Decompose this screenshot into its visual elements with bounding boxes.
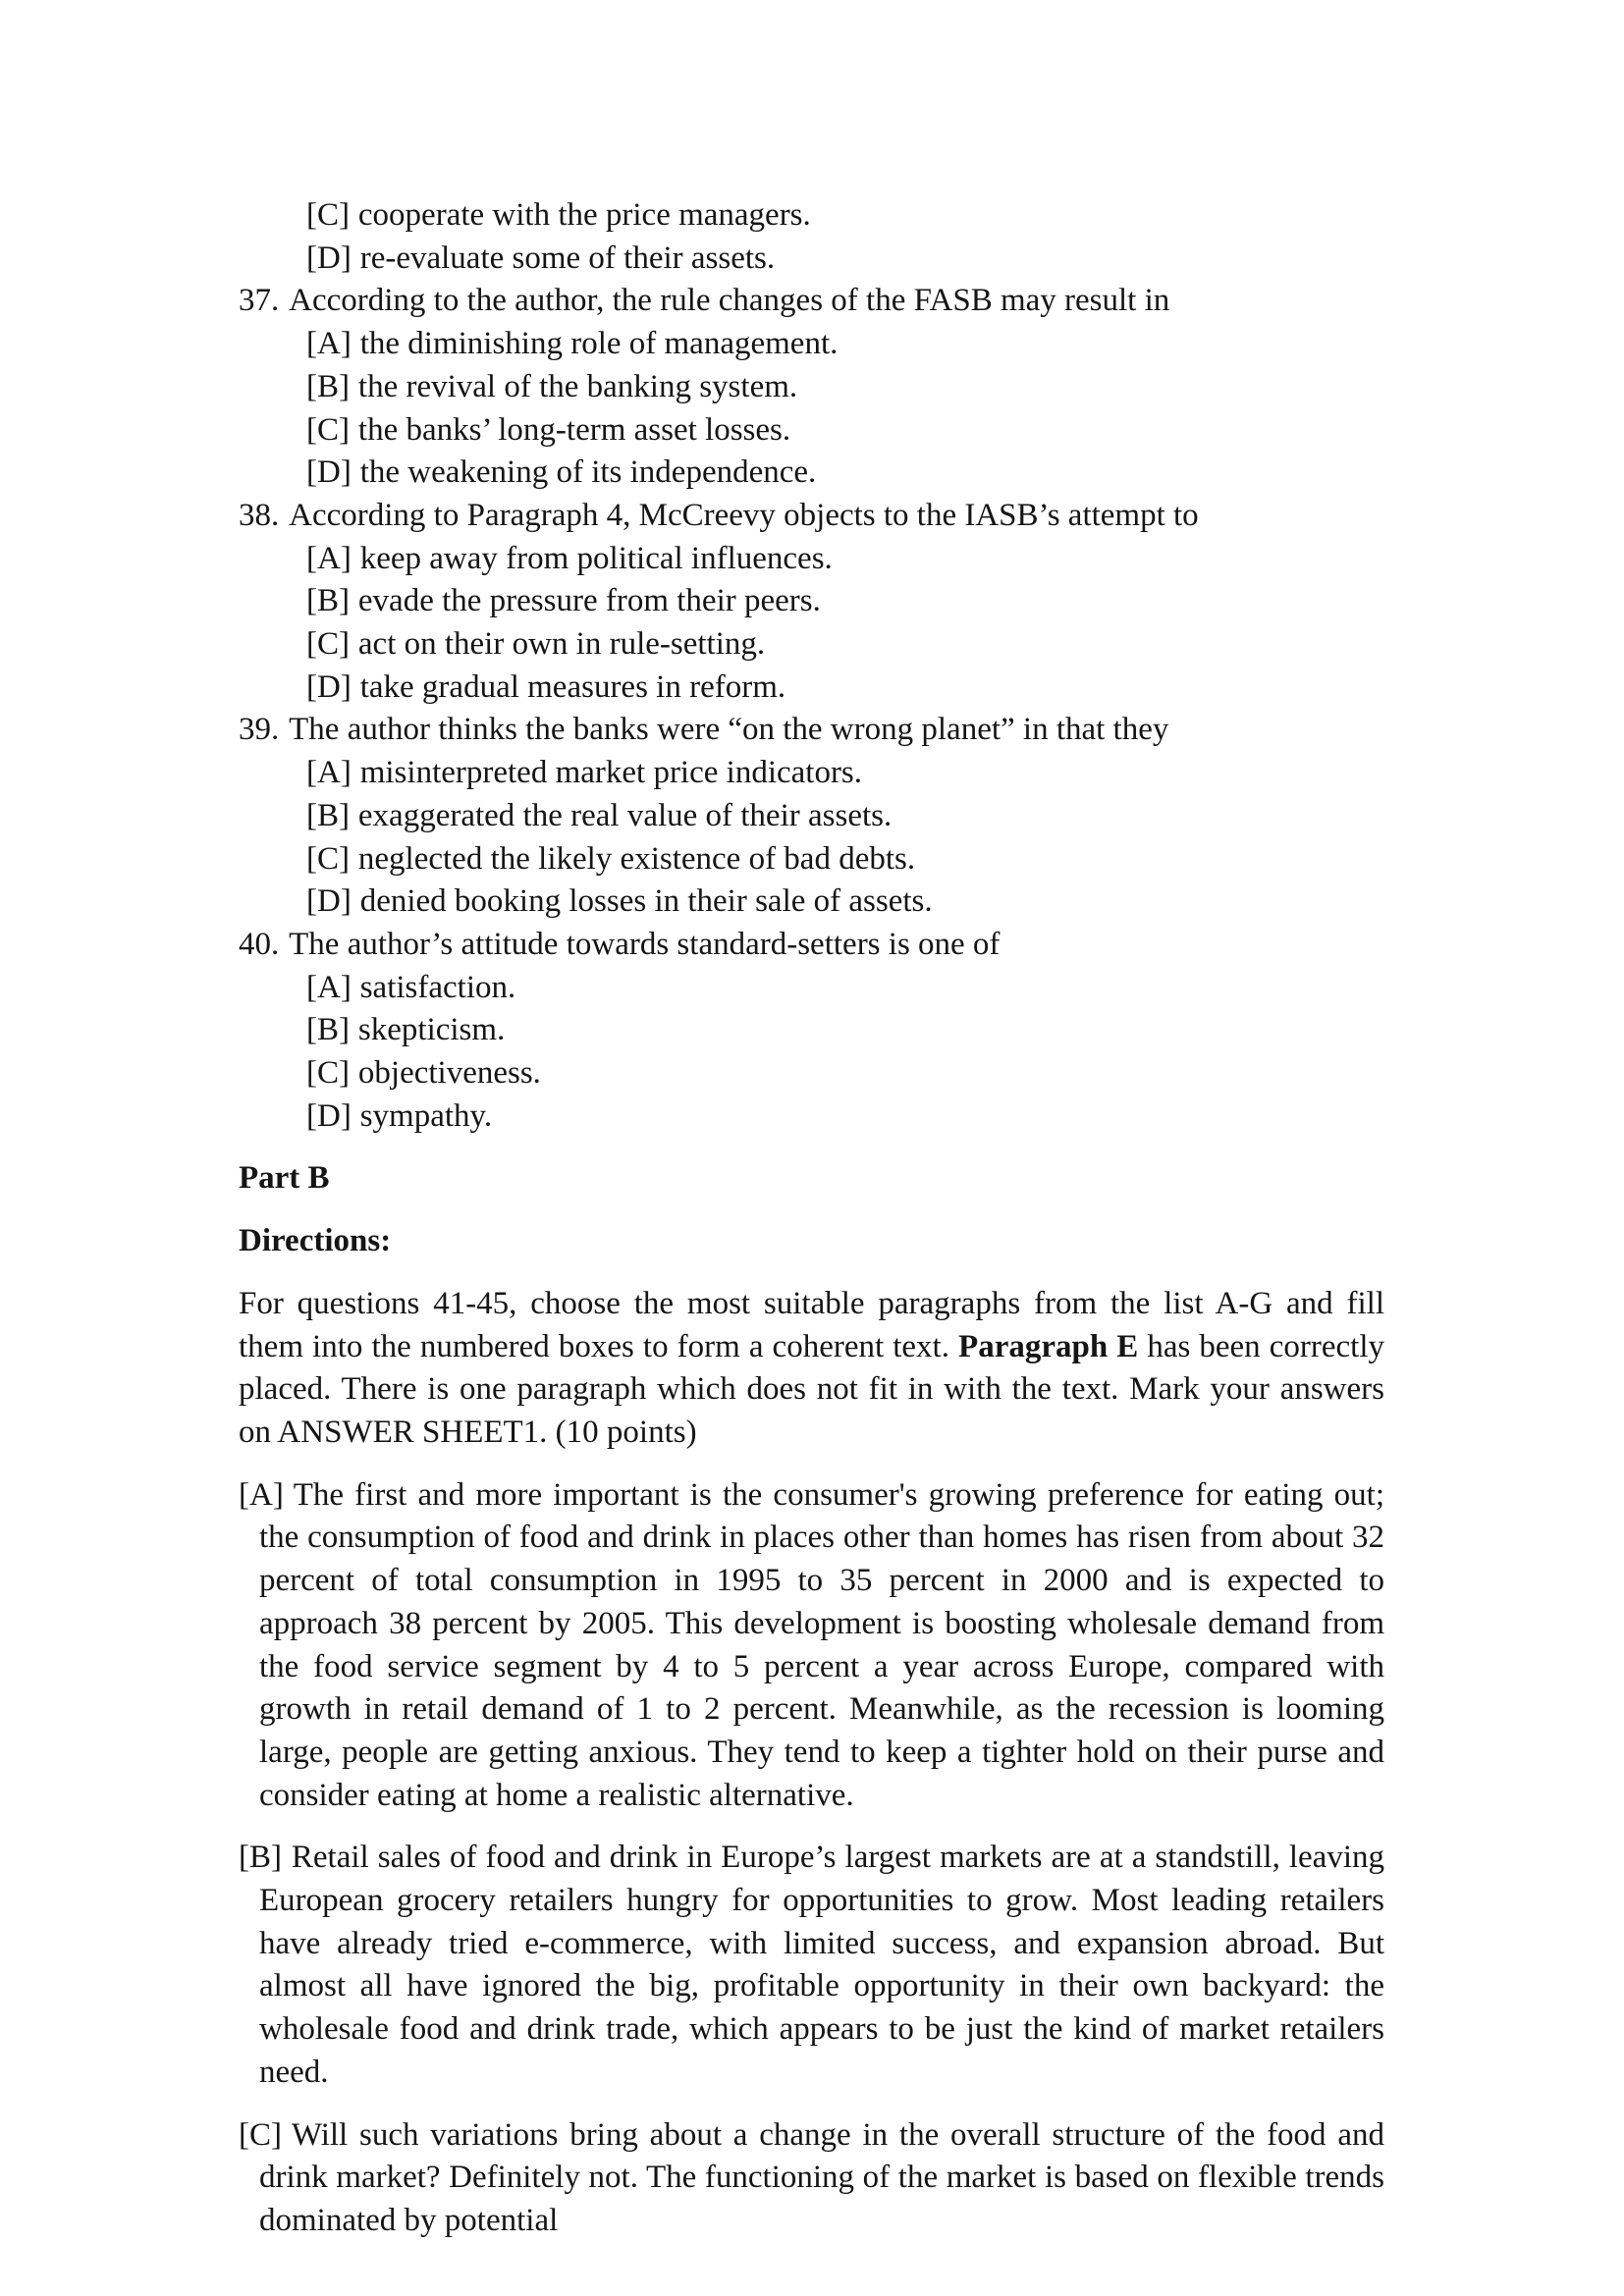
option-line: [239, 580, 1384, 623]
option-line: [239, 238, 1384, 281]
option-line: [239, 452, 1384, 495]
option-label: [C]: [306, 1055, 350, 1092]
option-line: [239, 752, 1384, 795]
paragraph-label: [A]: [239, 1476, 284, 1513]
option-label: [D]: [306, 1097, 352, 1134]
question-stem-line: [239, 495, 1384, 538]
directions-bold-phrase: Paragraph E: [958, 1328, 1139, 1364]
option-text: keep away from political influences.: [359, 540, 833, 576]
option-text: cooperate with the price managers.: [357, 197, 811, 233]
option-text: sympathy.: [359, 1097, 493, 1134]
question-item: [239, 924, 1384, 1139]
option-line: [239, 967, 1384, 1010]
directions-paragraph: [239, 1283, 1384, 1455]
question-number: 40.: [239, 926, 280, 962]
paragraph-label: [B]: [239, 1840, 282, 1876]
option-label: [A]: [306, 540, 352, 576]
option-text: skepticism.: [357, 1012, 506, 1048]
option-text: the weakening of its independence.: [359, 454, 817, 491]
option-line: [239, 623, 1384, 667]
paragraph-item: [239, 1474, 1384, 1818]
option-text: exaggerated the real value of their assets.: [357, 797, 893, 833]
option-label: [D]: [306, 240, 352, 276]
question-stem: According to Paragraph 4, McCreevy objects to the IASB’s attempt to: [289, 497, 1199, 533]
questions-block: [239, 194, 1384, 1138]
paragraph-text: Retail sales of food and drink in Europe’s largest markets are at a standstill, leaving European grocery retailers hungry for opportunities to grow. Most leading retailers have already tried e-commerce, with limited success, and expansion abroad. But almost all have ignored the big, profitable opportunity in their own backyard: the wholesale food and drink trade, which appears to be just the kind of market retailers need.: [259, 1840, 1384, 2090]
option-line: [239, 667, 1384, 710]
question-options: [239, 538, 1384, 710]
question-number: 39.: [239, 712, 280, 748]
option-line: [239, 1009, 1384, 1052]
question-options: [239, 752, 1384, 924]
option-line: [239, 795, 1384, 838]
option-line: [239, 838, 1384, 881]
option-line: [239, 409, 1384, 453]
option-label: [C]: [306, 840, 350, 877]
question-options: [239, 967, 1384, 1139]
option-line: [239, 881, 1384, 924]
question-options: [239, 323, 1384, 495]
option-label: [C]: [306, 197, 350, 233]
option-line: [239, 538, 1384, 581]
option-label: [B]: [306, 797, 350, 833]
question-number: 38.: [239, 497, 280, 533]
option-text: take gradual measures in reform.: [359, 668, 786, 705]
paragraph-list: [239, 1474, 1384, 2243]
option-label: [C]: [306, 626, 350, 663]
paragraph-label: [C]: [239, 2116, 282, 2153]
option-label: [D]: [306, 883, 352, 920]
option-label: [B]: [306, 368, 350, 404]
directions-text-after: has been correctly placed. There is one paragraph which does not fit in with the text. Mark your answers on ANSWER SHEET1. (10 points): [239, 1328, 1384, 1450]
directions-text-before: For questions 41-45, choose the most suitable paragraphs from the list A-G and fill them into the numbered boxes to form a coherent text.: [239, 1285, 1384, 1364]
option-text: neglected the likely existence of bad debts.: [357, 840, 916, 877]
question-item: [239, 709, 1384, 924]
option-label: [D]: [306, 454, 352, 491]
question-item: [239, 280, 1384, 495]
question-stem-line: [239, 280, 1384, 323]
option-text: denied booking losses in their sale of assets.: [359, 883, 933, 920]
part-b-heading: Part B: [239, 1160, 330, 1197]
option-line: [239, 194, 1384, 238]
option-line: [239, 323, 1384, 366]
option-label: [B]: [306, 1012, 350, 1048]
directions-heading: Directions:: [239, 1223, 392, 1259]
option-line: [239, 1052, 1384, 1095]
paragraph-text: Will such variations bring about a change in the overall structure of the food and drink market? Definitely not. The functioning of the market is based on flexible trends dominated by potential: [259, 2116, 1384, 2238]
option-label: [B]: [306, 583, 350, 619]
question-number: 37.: [239, 283, 280, 319]
paragraph-text: The first and more important is the consumer's growing preference for eating out; the consumption of food and drink in places other than homes has risen from about 32 percent of total consumption in 1995 to 35 percent in 2000 and is expected to approach 38 percent by 2005. This development is boosting wholesale demand from the food service segment by 4 to 5 percent a year across Europe, compared with growth in retail demand of 1 to 2 percent. Meanwhile, as the recession is looming large, people are getting anxious. They tend to keep a tighter hold on their purse and consider eating at home a realistic alternative.: [259, 1476, 1384, 1813]
option-text: the diminishing role of management.: [359, 326, 839, 362]
option-text: satisfaction.: [359, 969, 516, 1005]
option-line: [239, 366, 1384, 409]
option-text: evade the pressure from their peers.: [357, 583, 821, 619]
question-stem-line: [239, 924, 1384, 967]
question-stem: The author thinks the banks were “on the wrong planet” in that they: [289, 712, 1169, 748]
option-text: objectiveness.: [357, 1055, 541, 1092]
option-line: [239, 1095, 1384, 1139]
option-text: the revival of the banking system.: [357, 368, 798, 404]
option-text: the banks’ long-term asset losses.: [357, 411, 791, 448]
option-label: [D]: [306, 668, 352, 705]
paragraph-item: [239, 1837, 1384, 2094]
option-text: misinterpreted market price indicators.: [359, 755, 863, 791]
option-label: [A]: [306, 969, 352, 1005]
question-stem: According to the author, the rule changes of the FASB may result in: [289, 283, 1170, 319]
option-text: act on their own in rule-setting.: [357, 626, 766, 663]
question-item: [239, 495, 1384, 710]
option-label: [A]: [306, 326, 352, 362]
question-stem-line: [239, 709, 1384, 752]
paragraph-item: [239, 2114, 1384, 2243]
option-label: [C]: [306, 411, 350, 448]
question-stem: The author’s attitude towards standard-setters is one of: [289, 926, 1001, 962]
option-label: [A]: [306, 755, 352, 791]
option-text: re-evaluate some of their assets.: [359, 240, 776, 276]
